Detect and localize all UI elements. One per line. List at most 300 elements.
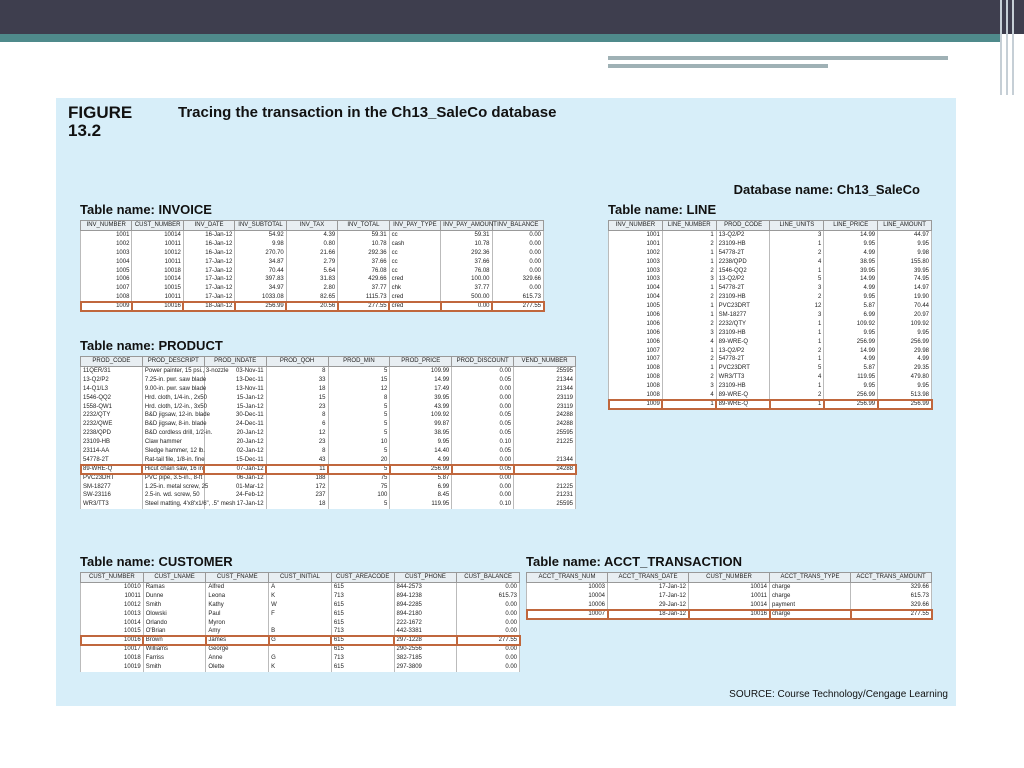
- line-cell: 14.99: [824, 231, 878, 240]
- line-cell: 1003: [609, 275, 663, 284]
- line-row: [609, 329, 932, 338]
- customer-cell: B: [269, 627, 332, 636]
- invoice-cell: 1005: [81, 267, 132, 276]
- product-cell: 9.95: [390, 438, 452, 447]
- invoice-cell: 16-Jan-12: [183, 231, 234, 240]
- customer-cell: 290-2556: [394, 645, 457, 654]
- line-cell: 2238/QPD: [716, 258, 770, 267]
- acct-row: [527, 601, 932, 610]
- product-row: [81, 376, 576, 385]
- product-cell: 21225: [514, 483, 576, 492]
- line-cell: 1: [770, 338, 824, 347]
- line-cell: 23109-HB: [716, 293, 770, 302]
- line-cell: 1: [770, 320, 824, 329]
- product-cell: 7.25-in. pwr. saw blade: [142, 376, 204, 385]
- line-cell: 1001: [609, 231, 663, 240]
- line-cell: 39.95: [824, 267, 878, 276]
- product-cell: 1558-QW1: [81, 403, 143, 412]
- product-cell: 43: [266, 456, 328, 465]
- invoice-cell: 2.80: [286, 284, 337, 293]
- line-cell: 479.80: [878, 373, 932, 382]
- slide-deco-line-1: [608, 56, 948, 60]
- invoice-cell: 0.80: [286, 240, 337, 249]
- acct-row: [527, 583, 932, 592]
- invoice-cell: 17-Jan-12: [183, 258, 234, 267]
- product-cell: Claw hammer: [142, 438, 204, 447]
- line-cell: 9.95: [878, 240, 932, 249]
- product-header-row: [81, 357, 576, 367]
- line-table-title: Table name: LINE: [608, 202, 717, 217]
- line-cell: 256.99: [824, 338, 878, 347]
- product-cell: 21231: [514, 491, 576, 500]
- line-cell: 54778-2T: [716, 355, 770, 364]
- invoice-column-header: INV_PAY_AMOUNT: [441, 221, 492, 231]
- line-cell: 38.95: [824, 258, 878, 267]
- acct-cell: payment: [770, 601, 851, 610]
- product-cell: 5.87: [390, 474, 452, 483]
- line-cell: 4.99: [824, 284, 878, 293]
- customer-cell: 10018: [81, 654, 144, 663]
- invoice-cell: 292.36: [338, 249, 389, 258]
- product-cell: 5: [328, 429, 390, 438]
- acct-cell: 329.66: [851, 601, 932, 610]
- invoice-row: [81, 249, 544, 258]
- line-cell: 1: [662, 311, 716, 320]
- database-name: Database name: Ch13_SaleCo: [733, 182, 920, 197]
- invoice-cell: cc: [389, 249, 440, 258]
- customer-cell: 0.00: [457, 654, 520, 663]
- customer-cell: Smith: [143, 601, 206, 610]
- customer-cell: Olowski: [143, 610, 206, 619]
- acct-table-title: Table name: ACCT_TRANSACTION: [526, 554, 742, 569]
- line-cell: 23109-HB: [716, 382, 770, 391]
- product-cell: 07-Jan-12: [204, 465, 266, 474]
- product-cell: 24-Dec-11: [204, 420, 266, 429]
- customer-cell: 0.00: [457, 601, 520, 610]
- product-cell: WR3/TT3: [81, 500, 143, 509]
- product-cell: 23: [266, 403, 328, 412]
- invoice-cell: 100.00: [441, 275, 492, 284]
- line-row: [609, 284, 932, 293]
- product-cell: 25595: [514, 429, 576, 438]
- invoice-cell: cred: [389, 302, 440, 311]
- product-cell: 0.05: [452, 411, 514, 420]
- product-cell: 8: [266, 411, 328, 420]
- customer-table-title: Table name: CUSTOMER: [80, 554, 233, 569]
- slide-accent-band: [0, 34, 1000, 42]
- invoice-cell: 256.99: [235, 302, 286, 311]
- product-row: [81, 438, 576, 447]
- line-cell: 3: [662, 329, 716, 338]
- invoice-cell: 10016: [132, 302, 183, 311]
- acct-cell: 17-Jan-12: [608, 592, 689, 601]
- line-cell: 1009: [609, 400, 663, 409]
- invoice-cell: 16-Jan-12: [183, 240, 234, 249]
- customer-column-header: CUST_LNAME: [143, 573, 206, 583]
- invoice-cell: 10011: [132, 240, 183, 249]
- acct-cell: charge: [770, 592, 851, 601]
- product-row: [81, 403, 576, 412]
- line-cell: 1: [662, 347, 716, 356]
- customer-cell: James: [206, 636, 269, 645]
- product-table: [80, 356, 576, 509]
- customer-cell: 713: [331, 654, 394, 663]
- customer-row: [81, 610, 520, 619]
- customer-cell: Williams: [143, 645, 206, 654]
- customer-cell: Anne: [206, 654, 269, 663]
- product-cell: 24288: [514, 420, 576, 429]
- line-cell: 1: [770, 382, 824, 391]
- acct-cell: 10014: [689, 583, 770, 592]
- invoice-cell: 17-Jan-12: [183, 267, 234, 276]
- line-cell: 4: [770, 258, 824, 267]
- line-cell: 54778-2T: [716, 249, 770, 258]
- product-cell: 0.00: [452, 474, 514, 483]
- line-cell: 4: [770, 373, 824, 382]
- product-cell: 18: [266, 385, 328, 394]
- line-column-header: PROD_CODE: [716, 221, 770, 231]
- product-cell: 0.05: [452, 429, 514, 438]
- line-cell: 3: [662, 382, 716, 391]
- invoice-cell: 76.08: [441, 267, 492, 276]
- customer-cell: 894-2285: [394, 601, 457, 610]
- customer-header-row: [81, 573, 520, 583]
- product-cell: 109.99: [390, 367, 452, 376]
- acct-cell: 615.73: [851, 592, 932, 601]
- line-cell: 2232/QTY: [716, 320, 770, 329]
- invoice-cell: 10018: [132, 267, 183, 276]
- customer-cell: 894-1238: [394, 592, 457, 601]
- product-cell: 14-Q1/L3: [81, 385, 143, 394]
- product-cell: 15: [328, 376, 390, 385]
- acct-cell: 10007: [527, 610, 608, 619]
- line-table: [608, 220, 932, 409]
- customer-cell: 894-2180: [394, 610, 457, 619]
- acct-row: [527, 610, 932, 619]
- customer-cell: F: [269, 610, 332, 619]
- slide-deco-vline-2: [1006, 0, 1008, 95]
- product-cell: 12: [266, 429, 328, 438]
- invoice-column-header: INV_TAX: [286, 221, 337, 231]
- invoice-cell: 0.00: [492, 231, 544, 240]
- product-cell: 0.00: [452, 456, 514, 465]
- product-cell: Power painter, 15 psi., 3-nozzle: [142, 367, 204, 376]
- invoice-column-header: INV_NUMBER: [81, 221, 132, 231]
- product-row: [81, 367, 576, 376]
- product-cell: 0.00: [452, 385, 514, 394]
- line-cell: 70.44: [878, 302, 932, 311]
- customer-cell: G: [269, 654, 332, 663]
- line-row: [609, 231, 932, 240]
- line-row: [609, 302, 932, 311]
- invoice-cell: 429.66: [338, 275, 389, 284]
- line-cell: 6.99: [824, 311, 878, 320]
- customer-row: [81, 645, 520, 654]
- acct-column-header: ACCT_TRANS_AMOUNT: [851, 573, 932, 583]
- product-cell: 5: [328, 447, 390, 456]
- product-cell: 15-Dec-11: [204, 456, 266, 465]
- product-row: [81, 429, 576, 438]
- product-cell: 54778-2T: [81, 456, 143, 465]
- product-cell: 24288: [514, 411, 576, 420]
- customer-cell: Smith: [143, 663, 206, 672]
- line-cell: 1: [662, 302, 716, 311]
- product-cell: 25595: [514, 367, 576, 376]
- product-cell: SW-23116: [81, 491, 143, 500]
- invoice-cell: 10011: [132, 258, 183, 267]
- line-cell: 513.98: [878, 391, 932, 400]
- product-cell: 14.40: [390, 447, 452, 456]
- customer-row: [81, 619, 520, 628]
- customer-cell: Leona: [206, 592, 269, 601]
- product-cell: B&D jigsaw, 12-in. blade: [142, 411, 204, 420]
- product-row: [81, 500, 576, 509]
- invoice-cell: 10011: [132, 293, 183, 302]
- invoice-cell: 270.70: [235, 249, 286, 258]
- product-cell: 06-Jan-12: [204, 474, 266, 483]
- line-cell: 13-Q2/P2: [716, 347, 770, 356]
- product-column-header: PROD_INDATE: [204, 357, 266, 367]
- product-cell: 17.49: [390, 385, 452, 394]
- acct-cell: 17-Jan-12: [608, 583, 689, 592]
- product-cell: 20-Jan-12: [204, 438, 266, 447]
- invoice-cell: 1004: [81, 258, 132, 267]
- figure-number: 13.2: [68, 121, 102, 140]
- line-cell: 1: [770, 329, 824, 338]
- line-cell: 109.92: [878, 320, 932, 329]
- line-cell: 256.99: [824, 391, 878, 400]
- line-row: [609, 249, 932, 258]
- product-cell: 10: [328, 438, 390, 447]
- line-cell: 1: [770, 355, 824, 364]
- product-cell: 0.00: [452, 403, 514, 412]
- invoice-cell: 1007: [81, 284, 132, 293]
- customer-cell: 10011: [81, 592, 144, 601]
- customer-cell: O'Brian: [143, 627, 206, 636]
- line-cell: 1: [662, 231, 716, 240]
- customer-cell: G: [269, 636, 332, 645]
- line-cell: 9.98: [878, 249, 932, 258]
- customer-cell: 10012: [81, 601, 144, 610]
- product-cell: 11: [266, 465, 328, 474]
- line-row: [609, 311, 932, 320]
- customer-cell: 615: [331, 583, 394, 592]
- line-cell: 2: [662, 320, 716, 329]
- line-cell: 1006: [609, 329, 663, 338]
- product-cell: 2238/QPD: [81, 429, 143, 438]
- product-cell: 89-WRE-Q: [81, 465, 143, 474]
- customer-cell: 615.73: [457, 592, 520, 601]
- customer-cell: K: [269, 592, 332, 601]
- product-cell: [514, 474, 576, 483]
- customer-cell: Orlando: [143, 619, 206, 628]
- invoice-cell: 0.00: [492, 240, 544, 249]
- product-cell: 17-Jan-12: [204, 500, 266, 509]
- line-cell: 1: [662, 249, 716, 258]
- invoice-cell: 277.55: [338, 302, 389, 311]
- product-column-header: PROD_DESCRIPT: [142, 357, 204, 367]
- invoice-cell: 16-Jan-12: [183, 249, 234, 258]
- line-row: [609, 258, 932, 267]
- product-cell: 24288: [514, 465, 576, 474]
- customer-cell: Paul: [206, 610, 269, 619]
- customer-cell: 442-3381: [394, 627, 457, 636]
- customer-cell: 10016: [81, 636, 144, 645]
- figure-card: [56, 98, 956, 706]
- line-column-header: LINE_AMOUNT: [878, 221, 932, 231]
- line-cell: 1: [662, 258, 716, 267]
- invoice-cell: 18-Jan-12: [183, 302, 234, 311]
- product-row: [81, 394, 576, 403]
- invoice-cell: 0.00: [492, 267, 544, 276]
- product-cell: B&D cordless drill, 1/2-in.: [142, 429, 204, 438]
- invoice-cell: 397.83: [235, 275, 286, 284]
- product-column-header: PROD_MIN: [328, 357, 390, 367]
- product-cell: 1.25-in. metal screw, 25: [142, 483, 204, 492]
- line-header-row: [609, 221, 932, 231]
- product-cell: 8.45: [390, 491, 452, 500]
- product-cell: 2.5-in. wd. screw, 50: [142, 491, 204, 500]
- line-cell: 3: [662, 275, 716, 284]
- customer-cell: Alfred: [206, 583, 269, 592]
- invoice-header-row: [81, 221, 544, 231]
- product-cell: PVC pipe, 3.5-in., 8-ft: [142, 474, 204, 483]
- line-cell: 1007: [609, 347, 663, 356]
- product-cell: 12: [328, 385, 390, 394]
- product-row: [81, 411, 576, 420]
- customer-cell: Kathy: [206, 601, 269, 610]
- line-cell: 1008: [609, 391, 663, 400]
- product-cell: 15-Jan-12: [204, 394, 266, 403]
- product-cell: 5: [328, 411, 390, 420]
- product-cell: 18: [266, 500, 328, 509]
- acct-row: [527, 592, 932, 601]
- product-cell: 9.00-in. pwr. saw blade: [142, 385, 204, 394]
- invoice-cell: 17-Jan-12: [183, 275, 234, 284]
- line-cell: 5.87: [824, 364, 878, 373]
- invoice-cell: 10.78: [441, 240, 492, 249]
- line-row: [609, 400, 932, 409]
- line-cell: 1004: [609, 293, 663, 302]
- invoice-cell: 1001: [81, 231, 132, 240]
- customer-cell: Amy: [206, 627, 269, 636]
- invoice-cell: 21.66: [286, 249, 337, 258]
- line-cell: 9.95: [824, 240, 878, 249]
- product-cell: Rat-tail file, 1/8-in. fine: [142, 456, 204, 465]
- invoice-cell: 1008: [81, 293, 132, 302]
- product-cell: 33: [266, 376, 328, 385]
- customer-cell: [269, 619, 332, 628]
- customer-column-header: CUST_INITIAL: [269, 573, 332, 583]
- customer-cell: 10013: [81, 610, 144, 619]
- line-cell: 23109-HB: [716, 329, 770, 338]
- product-cell: 2232/QWE: [81, 420, 143, 429]
- acct-column-header: CUST_NUMBER: [689, 573, 770, 583]
- acct-cell: 29-Jan-12: [608, 601, 689, 610]
- product-cell: 256.99: [390, 465, 452, 474]
- line-cell: 1001: [609, 240, 663, 249]
- customer-cell: 0.00: [457, 645, 520, 654]
- product-cell: 24-Feb-12: [204, 491, 266, 500]
- acct-cell: 10004: [527, 592, 608, 601]
- product-row: [81, 465, 576, 474]
- customer-column-header: CUST_PHONE: [394, 573, 457, 583]
- invoice-row: [81, 240, 544, 249]
- product-cell: Hrd. cloth, 1/2-in., 3x50: [142, 403, 204, 412]
- line-cell: 5: [770, 364, 824, 373]
- invoice-cell: cash: [389, 240, 440, 249]
- product-cell: 0.05: [452, 420, 514, 429]
- product-cell: 14.99: [390, 376, 452, 385]
- line-cell: 1: [770, 400, 824, 409]
- product-cell: 109.92: [390, 411, 452, 420]
- product-column-header: PROD_QOH: [266, 357, 328, 367]
- product-cell: 188: [266, 474, 328, 483]
- customer-cell: 713: [331, 592, 394, 601]
- invoice-cell: 10.78: [338, 240, 389, 249]
- invoice-cell: 10015: [132, 284, 183, 293]
- source-credit: SOURCE: Course Technology/Cengage Learning: [729, 689, 948, 700]
- line-cell: 89-WRE-Q: [716, 338, 770, 347]
- customer-cell: 10010: [81, 583, 144, 592]
- invoice-cell: chk: [389, 284, 440, 293]
- line-cell: 9.95: [824, 382, 878, 391]
- acct-transaction-table: [526, 572, 932, 619]
- line-cell: 14.97: [878, 284, 932, 293]
- line-cell: 29.35: [878, 364, 932, 373]
- slide-deco-line-2: [608, 64, 828, 68]
- line-cell: 2: [662, 355, 716, 364]
- customer-cell: 0.00: [457, 627, 520, 636]
- invoice-cell: 292.36: [441, 249, 492, 258]
- product-cell: 38.95: [390, 429, 452, 438]
- acct-column-header: ACCT_TRANS_NUM: [527, 573, 608, 583]
- product-cell: 75: [328, 483, 390, 492]
- invoice-cell: 9.98: [235, 240, 286, 249]
- acct-cell: 10006: [527, 601, 608, 610]
- product-cell: 99.87: [390, 420, 452, 429]
- line-cell: 9.95: [824, 329, 878, 338]
- line-cell: 2: [770, 293, 824, 302]
- acct-cell: 10011: [689, 592, 770, 601]
- line-cell: 1008: [609, 382, 663, 391]
- invoice-cell: cc: [389, 267, 440, 276]
- customer-cell: 615: [331, 601, 394, 610]
- line-cell: 4: [662, 338, 716, 347]
- line-cell: 2: [662, 240, 716, 249]
- product-cell: 0.10: [452, 500, 514, 509]
- product-row: [81, 483, 576, 492]
- invoice-cell: 82.65: [286, 293, 337, 302]
- customer-column-header: CUST_FNAME: [206, 573, 269, 583]
- customer-cell: A: [269, 583, 332, 592]
- invoice-cell: 0.00: [492, 249, 544, 258]
- line-cell: 1: [662, 400, 716, 409]
- product-column-header: PROD_CODE: [81, 357, 143, 367]
- acct-cell: charge: [770, 583, 851, 592]
- invoice-cell: 1115.73: [338, 293, 389, 302]
- customer-row: [81, 636, 520, 645]
- invoice-row: [81, 302, 544, 311]
- customer-row: [81, 627, 520, 636]
- invoice-column-header: INV_BALANCE: [492, 221, 544, 231]
- figure-title: Tracing the transaction in the Ch13_SaleCo database: [178, 104, 557, 121]
- line-cell: 2: [770, 249, 824, 258]
- customer-cell: 615: [331, 610, 394, 619]
- invoice-cell: cc: [389, 258, 440, 267]
- invoice-column-header: CUST_NUMBER: [132, 221, 183, 231]
- product-cell: 0.10: [452, 438, 514, 447]
